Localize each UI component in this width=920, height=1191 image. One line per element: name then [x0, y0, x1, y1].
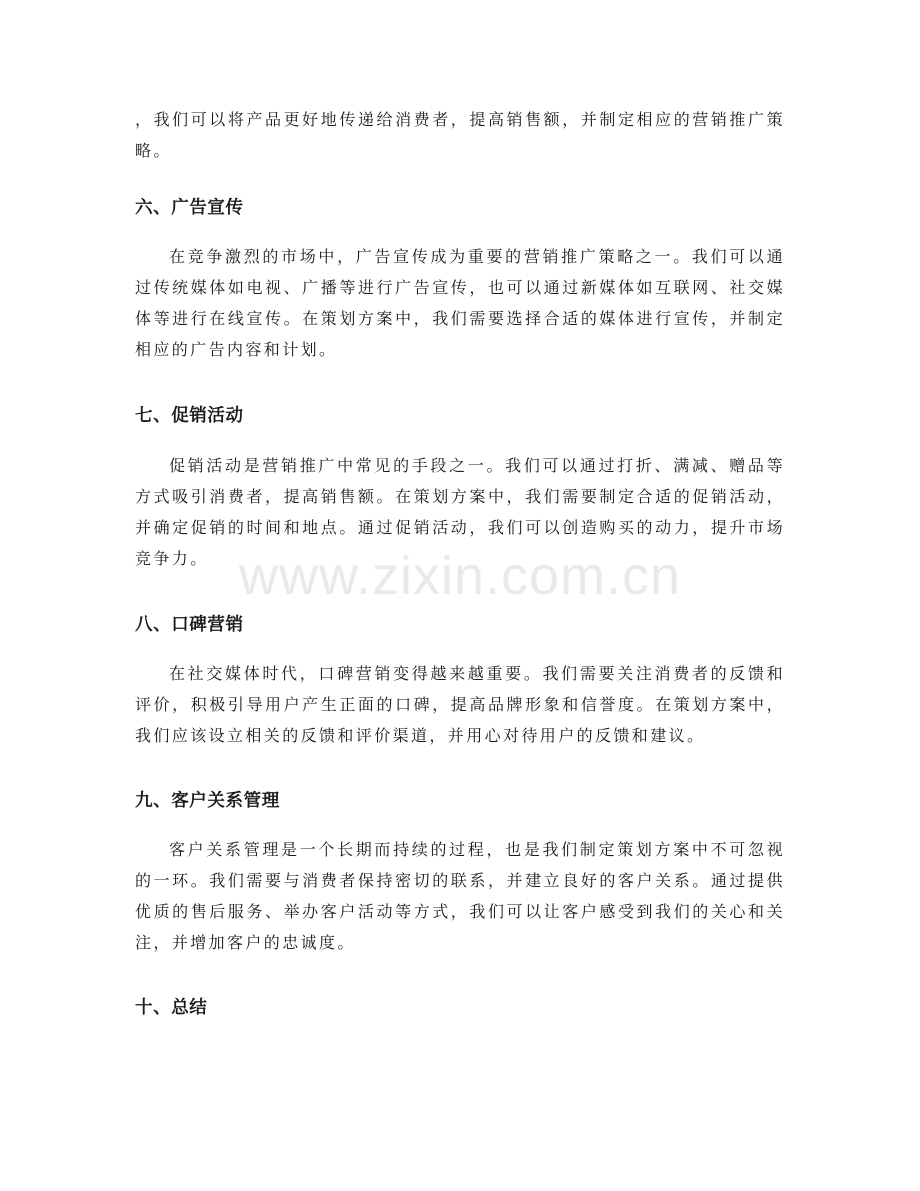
section-paragraph-advertising: 在竞争激烈的市场中，广告宣传成为重要的营销推广策略之一。我们可以通过传统媒体如电视、广播等进行广告宣传，也可以通过新媒体如互联网、社交媒体等进行在线宣传。在策划方案中，我们需要选择合适的媒体进行宣传，并制定相应的广告内容和计划。	[135, 247, 785, 359]
section-heading-word-of-mouth: 八、口碑营销	[135, 615, 244, 635]
section-heading-advertising: 六、广告宣传	[135, 198, 244, 218]
section-heading-promotion: 七、促销活动	[135, 406, 244, 426]
watermark: www.zixin.com.cn	[238, 546, 682, 606]
section-paragraph-promotion: 促销活动是营销推广中常见的手段之一。我们可以通过打折、满减、赠品等方式吸引消费者，提高销售额。在策划方案中，我们需要制定合适的促销活动，并确定促销的时间和地点。通过促销活动，我们可以创造购买的动力，提升市场竞争力。	[135, 456, 785, 568]
section-paragraph-word-of-mouth: 在社交媒体时代，口碑营销变得越来越重要。我们需要关注消费者的反馈和评价，积极引导用户产生正面的口碑，提高品牌形象和信誉度。在策划方案中，我们应该设立相关的反馈和评价渠道，并用心对待用户的反馈和建议。	[135, 664, 785, 745]
section-heading-summary: 十、总结	[135, 998, 208, 1018]
section-paragraph-crm: 客户关系管理是一个长期而持续的过程，也是我们制定策划方案中不可忽视的一环。我们需要与消费者保持密切的联系，并建立良好的客户关系。通过提供优质的售后服务、举办客户活动等方式，我们可以让客户感受到我们的关心和关注，并增加客户的忠诚度。	[135, 840, 785, 952]
section-heading-crm: 九、客户关系管理	[135, 791, 280, 811]
continued-paragraph: ，我们可以将产品更好地传递给消费者，提高销售额，并制定相应的营销推广策略。	[135, 110, 785, 160]
